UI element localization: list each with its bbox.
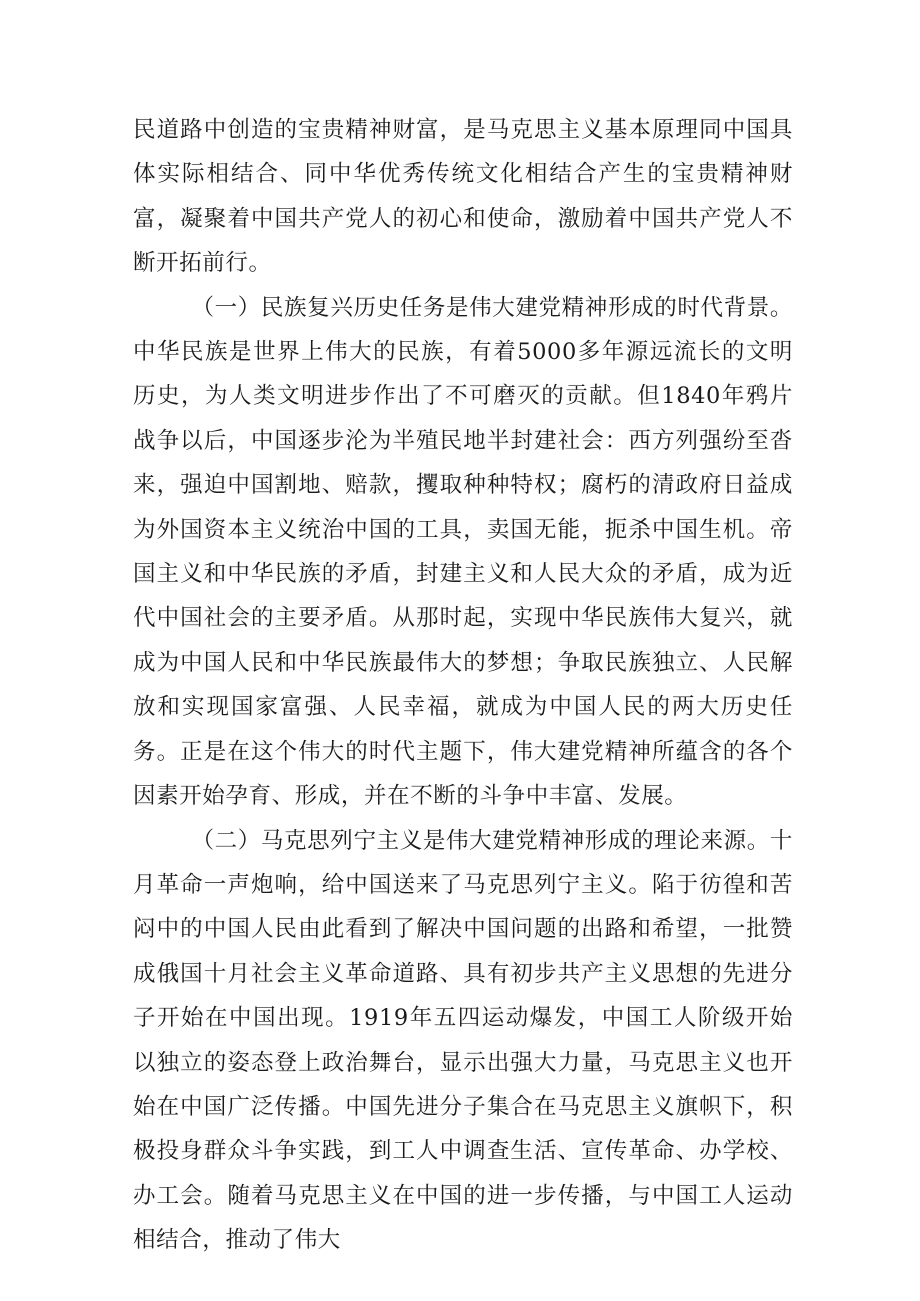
paragraph-continuation bbox=[133, 108, 793, 286]
paragraph-section-two bbox=[133, 819, 793, 1263]
paragraph-text: 民道路中创造的宝贵精神财富，是马克思主义基本原理同中国具体实际相结合、同中华优秀传统文化相结合产生的宝贵精神财富，凝聚着中国共产党人的初心和使命，激励着中国共产党人不断开拓前行。 bbox=[133, 117, 793, 277]
paragraph-text: 十月革命一声炮响，给中国送来了马克思列宁主义。陷于彷徨和苦闷中的中国人民由此看到了解决中国问题的出路和希望，一批赞成俄国十月社会主义革命道路、具有初步共产主义思想的先进分子开始在中国出现。1919年五四运动爆发，中国工人阶级开始以独立的姿态登上政治舞台，显示出强大力量，马克思主义也开始在中国广泛传播。中国先进分子集合在马克思主义旗帜下，积极投身群众斗争实践，到工人中调查生活、宣传革命、办学校、办工会。随着马克思主义在中国的进一步传播，与中国工人运动相结合，推动了伟大 bbox=[133, 827, 793, 1254]
paragraph-text: 中华民族是世界上伟大的民族，有着5000多年源远流长的文明历史，为人类文明进步作出了不可磨灭的贡献。但1840年鸦片战争以后，中国逐步沦为半殖民地半封建社会：西方列强纷至沓来，强迫中国割地、赔款，攫取种种特权；腐朽的清政府日益成为外国资本主义统治中国的工具，卖国无能，扼杀中国生机。帝国主义和中华民族的矛盾，封建主义和人民大众的矛盾，成为近代中国社会的主要矛盾。从那时起，实现中华民族伟大复兴，就成为中国人民和中华民族最伟大的梦想；争取民族独立、人民解放和实现国家富强、人民幸福，就成为中国人民的两大历史任务。正是在这个伟大的时代主题下，伟大建党精神所蕴含的各个因素开始孕育、形成，并在不断的斗争中丰富、发展。 bbox=[133, 339, 793, 810]
section-heading-two: （二）马克思列宁主义是伟大建党精神形成的理论来源。 bbox=[191, 827, 770, 854]
section-heading-one: （一）民族复兴历史任务是伟大建党精神形成的时代背景。 bbox=[191, 294, 793, 321]
document-body bbox=[133, 108, 793, 1263]
paragraph-section-one bbox=[133, 286, 793, 819]
